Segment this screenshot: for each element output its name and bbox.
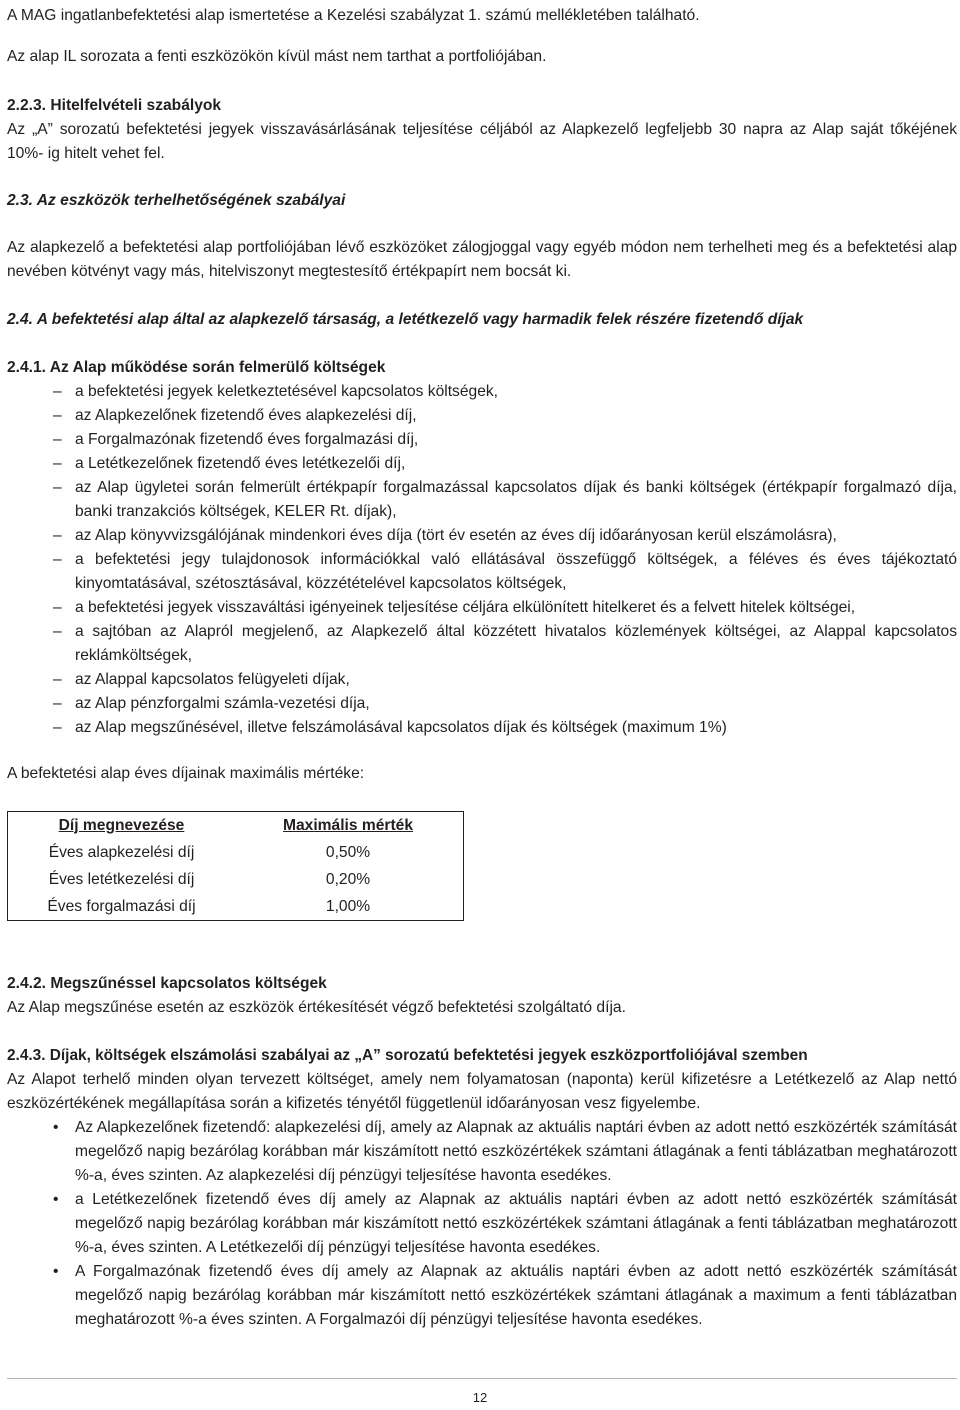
dash-icon: –: [53, 479, 62, 496]
list-item: – a Letétkezelőnek fizetendő éves letétkezelői díj,: [7, 452, 957, 476]
section-2-2-3-heading: 2.2.3. Hitelfelvételi szabályok: [7, 97, 222, 114]
dash-icon: –: [53, 599, 62, 616]
list-item: • a Letétkezelőnek fizetendő éves díj amely az Alapnak az aktuális naptári évben az adott nettó eszközérték számítását megelőző napig bezárólag korábban már kiszámított nettó eszközértékek számtani átlagának a fenti táblázatban meghatározott %-a, éves szinten. A Letétkezelői díj pénzügyi teljesítése havonta esedékes.: [7, 1188, 957, 1260]
bullet-icon: •: [53, 1191, 59, 1208]
fee-rate-cell: 0,50%: [325, 843, 371, 861]
table-header-row: [9, 812, 462, 839]
table-row: [9, 866, 462, 893]
list-item: – az Alapkezelőnek fizetendő éves alapkezelési díj,: [7, 404, 957, 428]
section-2-4-2-heading: 2.4.2. Megszűnéssel kapcsolatos költségek: [7, 975, 327, 992]
section-2-4-3-text: Az Alapot terhelő minden olyan tervezett költséget, amely nem folyamatosan (naponta) kerül kifizetésre a Letétkezelő az Alap nettó eszközértékének megállapítása során a kifizetés tényétől függetlenül időarányosan vesz figyelembe.: [7, 1071, 957, 1112]
section-2-4-1-heading: 2.4.1. Az Alap működése során felmerülő költségek: [7, 359, 386, 376]
dash-icon: –: [53, 719, 62, 736]
table-row: [9, 839, 462, 866]
fee-name-cell: Éves alapkezelési díj: [48, 843, 195, 861]
section-2-4-heading: 2.4. A befektetési alap által az alapkezelő társaság, a letétkezelő vagy harmadik felek részére fizetendő díjak: [7, 311, 804, 328]
dash-icon: –: [53, 383, 62, 400]
list-item: – az Alap könyvvizsgálójának mindenkori éves díja (tört év esetén az éves díj időarányosan kerül elszámolásra),: [7, 524, 957, 548]
list-item: – az Alap pénzforgalmi számla-vezetési díja,: [7, 692, 957, 716]
intro-line-1: A MAG ingatlanbefektetési alap ismertetése a Kezelési szabályzat 1. számú mellékletében található.: [7, 7, 700, 24]
fee-rate-cell: 0,20%: [325, 870, 371, 888]
section-2-3-heading: 2.3. Az eszközök terhelhetőségének szabályai: [7, 192, 346, 209]
dash-icon: –: [53, 671, 62, 688]
dash-icon: –: [53, 455, 62, 472]
fee-settlement-list: [7, 1116, 957, 1332]
fee-rate-cell: 1,00%: [325, 897, 371, 915]
footer-divider: [7, 1378, 957, 1379]
dash-icon: –: [53, 623, 62, 640]
cost-list: [7, 380, 957, 740]
list-item: – az Alappal kapcsolatos felügyeleti díjak,: [7, 668, 957, 692]
dash-icon: –: [53, 527, 62, 544]
list-item: – a sajtóban az Alapról megjelenő, az Alapkezelő által közzétett hivatalos közlemények költségei, az Alappal kapcsolatos reklámköltségek,: [7, 620, 957, 668]
fee-name-cell: Éves letétkezelési díj: [48, 870, 195, 888]
list-item: – az Alap ügyletei során felmerült értékpapír forgalmazással kapcsolatos díjak és banki költségek (értékpapír forgalmazó díja, banki tranzakciós költségek, KELER Rt. díjak),: [7, 476, 957, 524]
fee-name-cell: Éves forgalmazási díj: [47, 897, 196, 915]
dash-icon: –: [53, 407, 62, 424]
list-item: – a befektetési jegyek visszaváltási igényeinek teljesítése céljára elkülönített hitelkeret és a felvett hitelek költségei,: [7, 596, 957, 620]
dash-icon: –: [53, 551, 62, 568]
fee-table: [7, 811, 464, 921]
column-header-fee-name: Díj megnevezése: [58, 816, 185, 834]
bullet-icon: •: [53, 1263, 59, 1280]
section-2-2-3-text: Az „A” sorozatú befektetési jegyek visszavásárlásának teljesítése céljából az Alapkezelő legfeljebb 30 napra az Alap saját tőkéjének 10%- ig hitelt vehet fel.: [7, 121, 957, 162]
dash-icon: –: [53, 431, 62, 448]
list-item: • A Forgalmazónak fizetendő éves díj amely az Alapnak az aktuális naptári évben az adott nettó eszközérték számítását megelőző napig bezárólag korábban már kiszámított nettó eszközértékek számtani átlagának a maximum a fenti táblázatban meghatározott %-a éves szinten. A Forgalmazói díj pénzügyi teljesítése havonta esedékes.: [7, 1260, 957, 1332]
table-row: [9, 893, 462, 920]
section-2-4-2-text: Az Alap megszűnése esetén az eszközök értékesítését végző befektetési szolgáltató díja.: [7, 999, 626, 1016]
list-item: – az Alap megszűnésével, illetve felszámolásával kapcsolatos díjak és költségek (maximum 1%): [7, 716, 957, 740]
fees-intro: A befektetési alap éves díjainak maximális mértéke:: [7, 765, 365, 782]
list-item: – a befektetési jegy tulajdonosok információkkal való ellátásával összefüggő költségek, a féléves és éves tájékoztató kinyomtatásával, szétosztásával, közzétételével kapcsolatos költségek,: [7, 548, 957, 596]
column-header-max-rate: Maximális mérték: [282, 816, 414, 834]
section-2-3-text: Az alapkezelő a befektetési alap portfoliójában lévő eszközöket zálogjoggal vagy egyéb módon nem terhelheti meg és a befektetési alap nevében kötvényt vagy más, hitelviszonyt megtestesítő értékpapírt nem bocsát ki.: [7, 239, 957, 280]
section-2-4-3-heading: 2.4.3. Díjak, költségek elszámolási szabályai az „A” sorozatú befektetési jegyek eszközportfoliójával szemben: [7, 1047, 808, 1064]
list-item: – a Forgalmazónak fizetendő éves forgalmazási díj,: [7, 428, 957, 452]
page-number: 12: [472, 1390, 488, 1405]
bullet-icon: •: [53, 1119, 59, 1136]
intro-line-2: Az alap IL sorozata a fenti eszközökön kívül mást nem tarthat a portfoliójában.: [7, 48, 547, 65]
dash-icon: –: [53, 695, 62, 712]
list-item: • Az Alapkezelőnek fizetendő: alapkezelési díj, amely az Alapnak az aktuális naptári évben az adott nettó eszközérték számítását megelőző napig bezárólag korábban már kiszámított nettó eszközértékek számtani átlagának a fenti táblázatban meghatározott %-a, éves szinten. Az alapkezelési díj pénzügyi teljesítése havonta esedékes.: [7, 1116, 957, 1188]
list-item: – a befektetési jegyek keletkeztetésével kapcsolatos költségek,: [7, 380, 957, 404]
